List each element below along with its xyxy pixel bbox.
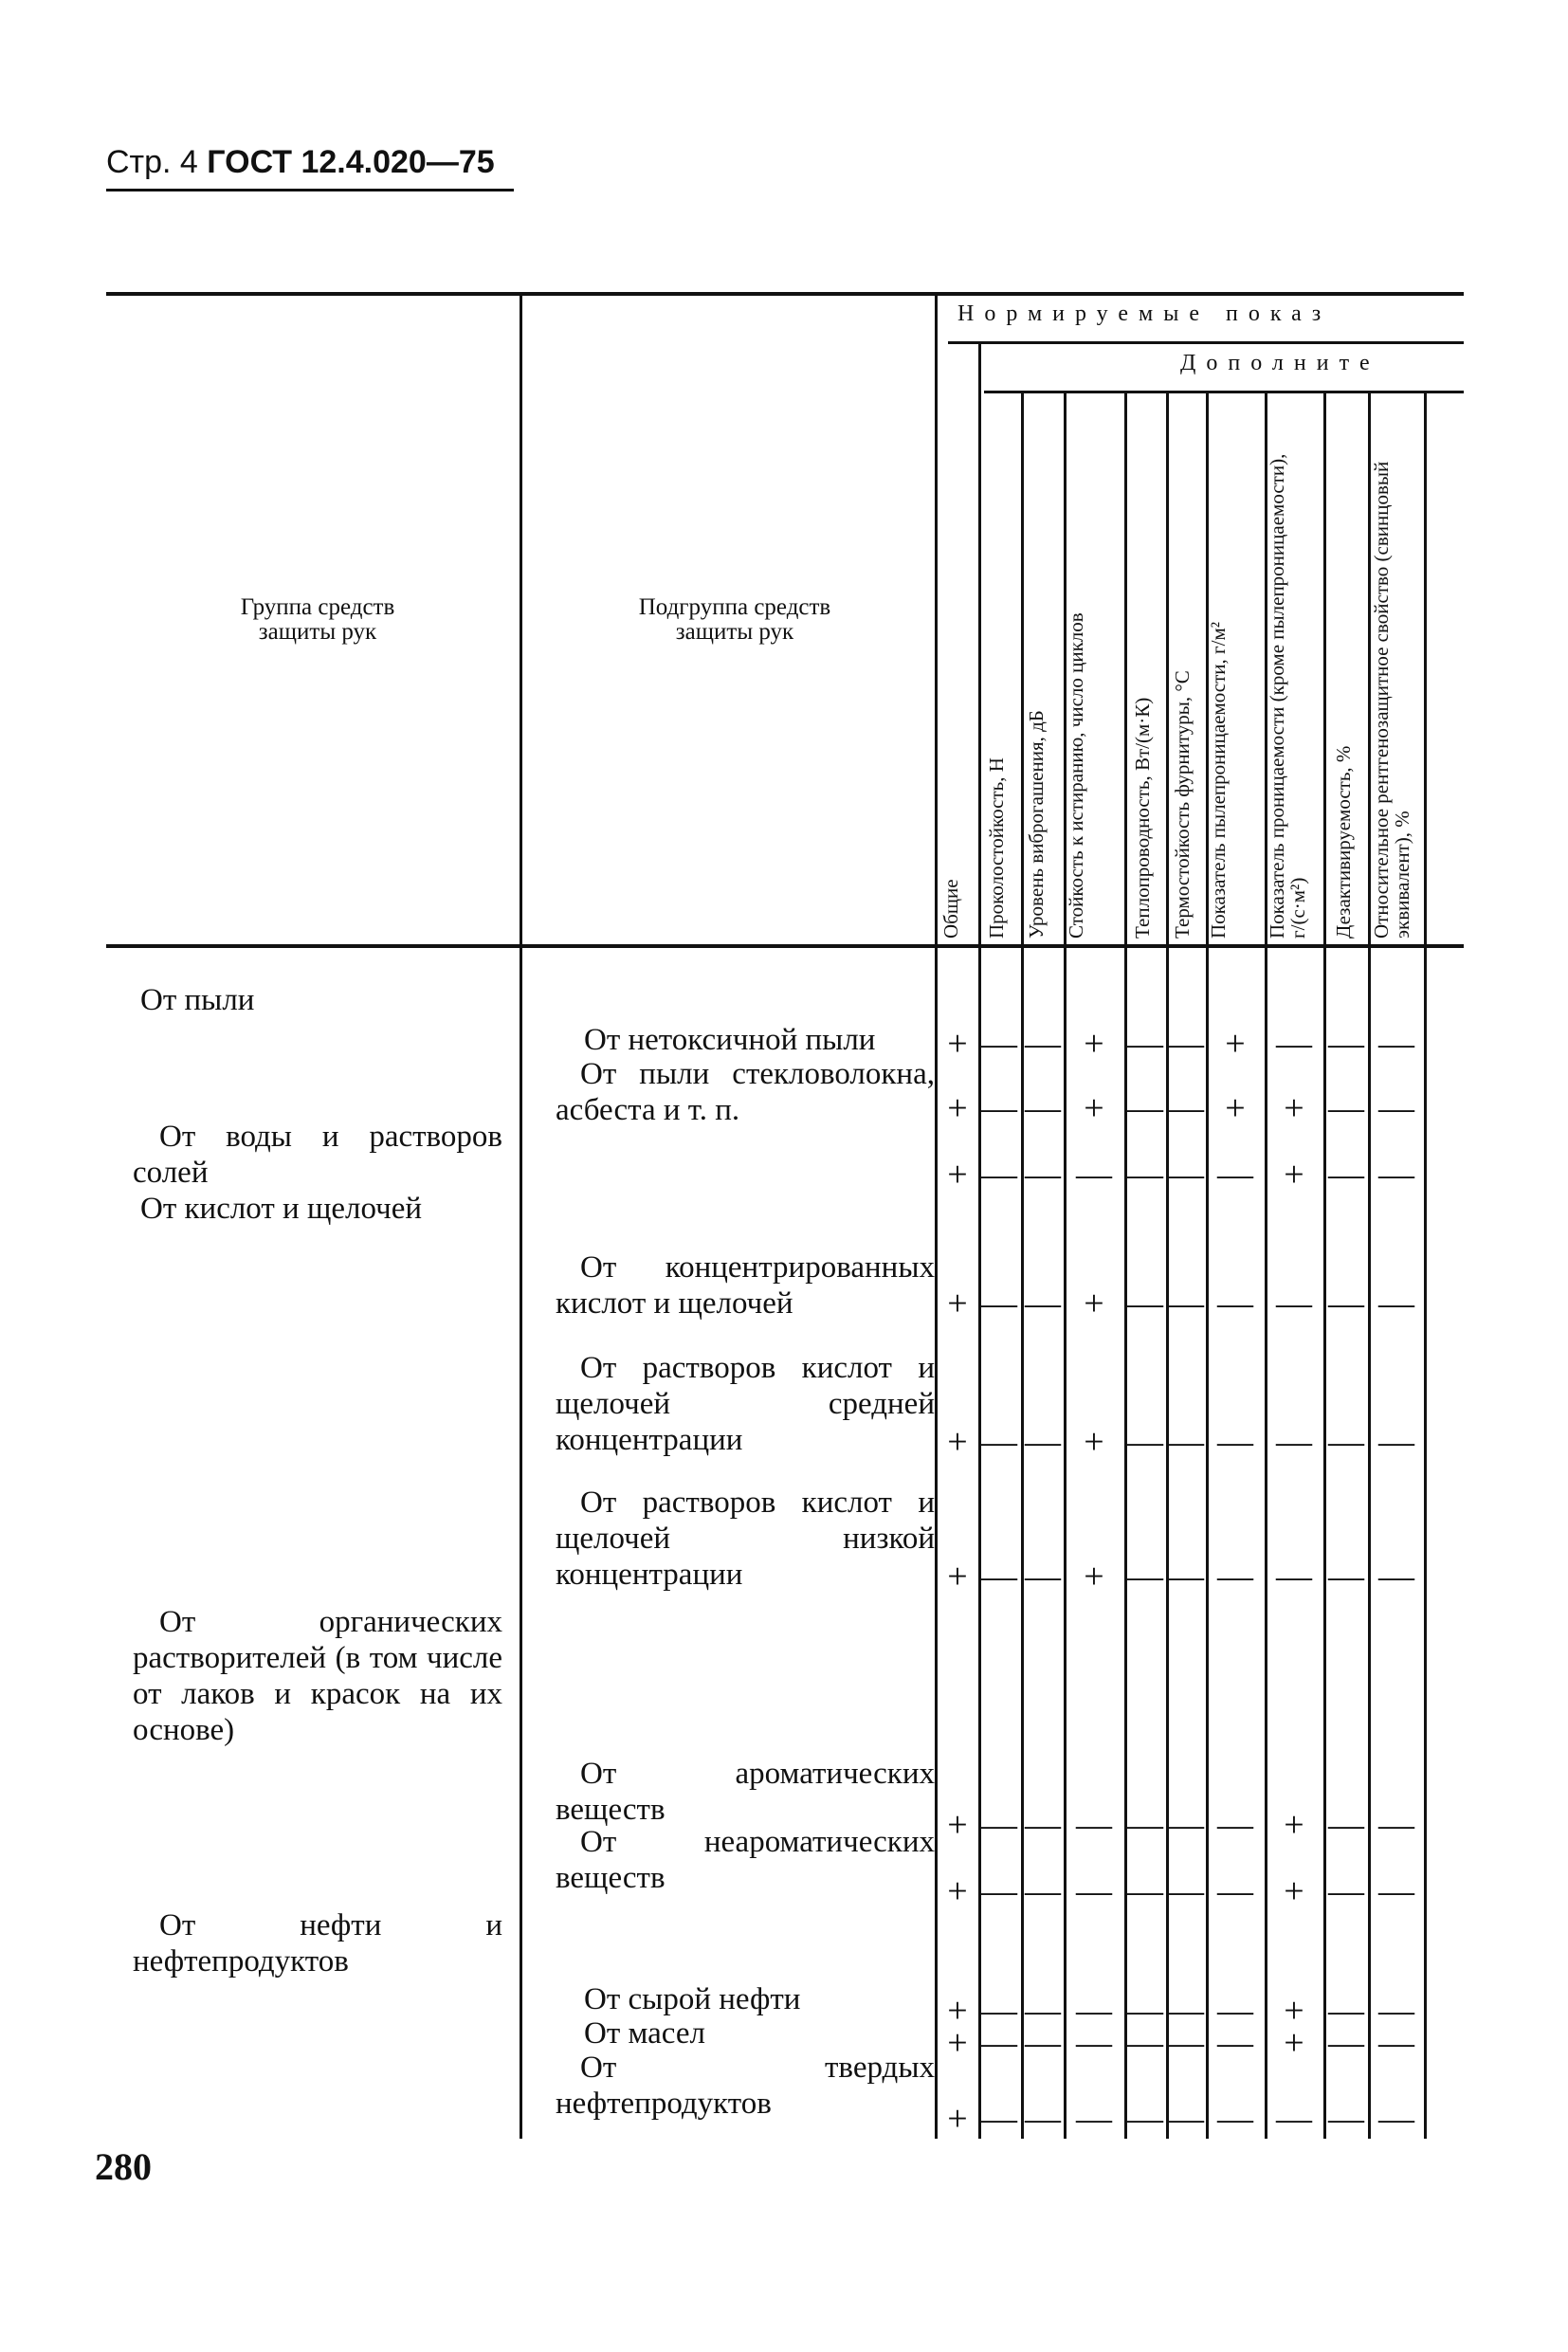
group-oil-products: От нефти и нефтепродуктов [133, 1908, 502, 1978]
mark-dash: — [1378, 2023, 1414, 2063]
mark-dash: — [1276, 2099, 1312, 2139]
mark-plus: + [947, 1024, 968, 1064]
sub-header-rule-1 [948, 341, 1464, 344]
group-organic-solvents: От органических растворителей (в том числе от лаков и красок на их основе) [133, 1605, 502, 1747]
mark-dash: — [981, 1422, 1017, 1462]
mark-plus: + [947, 1088, 968, 1128]
mark-dash: — [1168, 1991, 1204, 2031]
mark-dash: — [1025, 1284, 1061, 1323]
table-top-rule [106, 292, 1464, 296]
mark-dash: — [1025, 1805, 1061, 1845]
mark-dash: — [1217, 1557, 1253, 1596]
mark-dash: — [1168, 2099, 1204, 2139]
mark-dash: — [1217, 1805, 1253, 1845]
mark-dash: — [1328, 1991, 1364, 2031]
indicator-header-xray-protection: Относительное рентгенозащитное свойство (свинцовый эквивалент), % [1370, 461, 1413, 939]
mark-dash: — [1328, 1155, 1364, 1194]
mark-plus: + [1084, 1088, 1104, 1128]
mark-dash: — [1328, 2099, 1364, 2139]
mark-dash: — [1025, 1024, 1061, 1064]
mark-dash: — [1328, 1088, 1364, 1128]
indicator-header-puncture: Проколостойкость, Н [985, 757, 1008, 939]
mark-dash: — [1127, 2023, 1163, 2063]
mark-dash: — [1217, 2023, 1253, 2063]
mark-dash: — [1328, 1024, 1364, 1064]
col-divider-subgroup [935, 296, 938, 2139]
mark-dash: — [1025, 1155, 1061, 1194]
mark-dash: — [1217, 2099, 1253, 2139]
mark-dash: — [1076, 1805, 1112, 1845]
subgroup-concentrated: От концентрированных кислот и щелочей [556, 1250, 935, 1321]
indicator-header-dust-permeability: Показатель пылепроницаемости, г/м² [1207, 621, 1230, 939]
mark-dash: — [981, 1024, 1017, 1064]
subgroup-oils: От масел [584, 2016, 705, 2051]
indicator-header-general: Общие [939, 879, 962, 939]
mark-dash: — [981, 1805, 1017, 1845]
mark-dash: — [1025, 2023, 1061, 2063]
mark-plus: + [1084, 1284, 1104, 1323]
mark-dash: — [1025, 1871, 1061, 1911]
mark-dash: — [1378, 1557, 1414, 1596]
mark-plus: + [1225, 1024, 1246, 1064]
sub-header-rule-2 [984, 391, 1464, 393]
mark-plus: + [947, 1871, 968, 1911]
mark-plus: + [947, 1155, 968, 1194]
mark-plus: + [1084, 1024, 1104, 1064]
mark-dash: — [1378, 2099, 1414, 2139]
mark-dash: — [1168, 1805, 1204, 1845]
mark-dash: — [1127, 1805, 1163, 1845]
subgroup-nonaromatic: От неароматических веществ [556, 1825, 935, 1895]
mark-dash: — [1025, 1422, 1061, 1462]
mark-dash: — [1378, 1871, 1414, 1911]
mark-dash: — [1276, 1422, 1312, 1462]
mark-dash: — [1328, 1805, 1364, 1845]
column-header-group: Группа средств защиты рук [240, 594, 395, 645]
mark-dash: — [1127, 1422, 1163, 1462]
mark-dash: — [1076, 2099, 1112, 2139]
mark-dash: — [1025, 1991, 1061, 2031]
mark-dash: — [981, 1871, 1017, 1911]
mark-dash: — [1127, 1871, 1163, 1911]
mark-dash: — [1076, 1155, 1112, 1194]
sub-header: Дополните [1180, 351, 1380, 375]
mark-dash: — [981, 1991, 1017, 2031]
subgroup-nontoxic-dust: От нетоксичной пыли [584, 1023, 876, 1057]
mark-dash: — [981, 1155, 1017, 1194]
column-header-subgroup: Подгруппа средств защиты рук [638, 594, 831, 645]
subgroup-crude-oil: От сырой нефти [584, 1982, 801, 2016]
mark-dash: — [1168, 1155, 1204, 1194]
mark-dash: — [1127, 1284, 1163, 1323]
mark-dash: — [1378, 1088, 1414, 1128]
mark-plus: + [1225, 1088, 1246, 1128]
mark-dash: — [1076, 1991, 1112, 2031]
group-water-salts: От воды и растворов солей [133, 1120, 502, 1190]
mark-dash: — [981, 1088, 1017, 1128]
mark-dash: — [1328, 2023, 1364, 2063]
subgroup-fiberglass-dust: От пыли стекловолокна, асбеста и т. п. [556, 1057, 935, 1127]
subgroup-solid-products: От твердых нефтепродуктов [556, 2051, 935, 2121]
mark-plus: + [1084, 1557, 1104, 1596]
mark-dash: — [1025, 1088, 1061, 1128]
mark-dash: — [1378, 1805, 1414, 1845]
table-header-bottom-rule [106, 944, 1464, 948]
mark-dash: — [1127, 1991, 1163, 2031]
col-divider-1 [978, 344, 981, 2139]
mark-dash: — [1127, 1155, 1163, 1194]
mark-dash: — [981, 1557, 1017, 1596]
mark-dash: — [1025, 1557, 1061, 1596]
mark-dash: — [981, 2099, 1017, 2139]
subgroup-aromatic: От ароматических веществ [556, 1757, 935, 1827]
mark-dash: — [1217, 1991, 1253, 2031]
mark-dash: — [1168, 2023, 1204, 2063]
mark-dash: — [1168, 1024, 1204, 1064]
mark-dash: — [1168, 1871, 1204, 1911]
mark-plus: + [947, 2023, 968, 2063]
mark-dash: — [1328, 1422, 1364, 1462]
mark-dash: — [1025, 2099, 1061, 2139]
group-dust: От пыли [140, 983, 255, 1017]
indicator-header-thermal-conductivity: Теплопроводность, Вт/(м·К) [1131, 697, 1154, 939]
mark-dash: — [1127, 1557, 1163, 1596]
mark-plus: + [947, 2099, 968, 2139]
mark-dash: — [1217, 1422, 1253, 1462]
indicator-header-decontamination: Дезактивируемость, % [1332, 745, 1355, 939]
mark-dash: — [1378, 1991, 1414, 2031]
mark-plus: + [1284, 1088, 1304, 1128]
mark-dash: — [1328, 1871, 1364, 1911]
indicator-header-permeability: Показатель проницаемости (кроме пылепроницаемости), г/(с·м²) [1266, 453, 1309, 939]
mark-plus: + [947, 1805, 968, 1845]
mark-dash: — [1076, 2023, 1112, 2063]
mark-dash: — [981, 2023, 1017, 2063]
mark-dash: — [1276, 1024, 1312, 1064]
indicator-header-fitting-heat: Термостойкость фурнитуры, °С [1171, 670, 1194, 939]
main-header: Нормируемые показ [957, 301, 1332, 326]
indicator-header-vibration: Уровень виброгашения, дБ [1025, 710, 1048, 939]
mark-plus: + [1284, 1991, 1304, 2031]
mark-plus: + [947, 1284, 968, 1323]
mark-dash: — [1276, 1284, 1312, 1323]
mark-plus: + [1284, 1805, 1304, 1845]
mark-dash: — [1168, 1557, 1204, 1596]
page-header-standard: ГОСТ 12.4.020—75 [207, 144, 495, 180]
indicator-header-abrasion: Стойкость к истиранию, число циклов [1065, 612, 1087, 939]
page-number: 280 [95, 2145, 152, 2188]
mark-plus: + [1284, 2023, 1304, 2063]
page-header [106, 144, 514, 191]
mark-dash: — [1076, 1871, 1112, 1911]
mark-dash: — [1328, 1557, 1364, 1596]
group-acids-alkalis: От кислот и щелочей [140, 1192, 423, 1226]
mark-plus: + [1284, 1155, 1304, 1194]
mark-dash: — [1378, 1155, 1414, 1194]
mark-dash: — [981, 1284, 1017, 1323]
mark-dash: — [1276, 1557, 1312, 1596]
mark-dash: — [1127, 1024, 1163, 1064]
mark-dash: — [1217, 1871, 1253, 1911]
mark-dash: — [1127, 2099, 1163, 2139]
subgroup-low: От растворов кислот и щелочей низкой концентрации [556, 1486, 935, 1592]
subgroup-medium: От растворов кислот и щелочей средней концентрации [556, 1351, 935, 1457]
col-divider-group [520, 296, 522, 2139]
mark-dash: — [1217, 1284, 1253, 1323]
mark-dash: — [1217, 1155, 1253, 1194]
mark-dash: — [1168, 1422, 1204, 1462]
mark-plus: + [1084, 1422, 1104, 1462]
mark-plus: + [947, 1422, 968, 1462]
mark-dash: — [1168, 1088, 1204, 1128]
mark-dash: — [1378, 1024, 1414, 1064]
page-header-prefix: Стр. 4 [106, 144, 198, 180]
mark-dash: — [1127, 1088, 1163, 1128]
mark-dash: — [1378, 1284, 1414, 1323]
mark-plus: + [1284, 1871, 1304, 1911]
mark-dash: — [1328, 1284, 1364, 1323]
mark-plus: + [947, 1557, 968, 1596]
mark-dash: — [1378, 1422, 1414, 1462]
mark-plus: + [947, 1991, 968, 2031]
mark-dash: — [1168, 1284, 1204, 1323]
